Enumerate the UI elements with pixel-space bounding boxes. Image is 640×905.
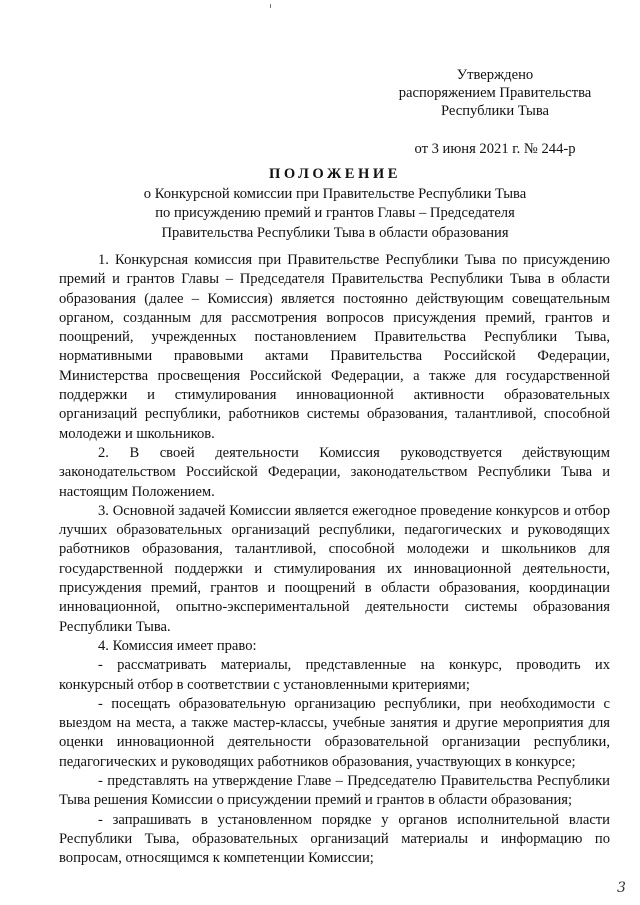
document-body — [59, 251, 610, 869]
approval-stamp — [380, 66, 610, 158]
document-subtitle-2: по присуждению премий и грантов Главы – Председателя — [155, 205, 515, 221]
document-title-block — [60, 165, 610, 243]
paragraph-3: 3. Основной задачей Комиссии является ежегодное проведение конкурсов и отбор лучших образовательных организаций республики, педагогических и руководящих работников образования, талантливой, способной молодежи и школьников для государственной поддержки и стимулирования их инновационной деятельности, присуждения премий, грантов и поощрений в области образования, координации инновационной, опытно-экспериментальной деятельности системы образования Республики Тыва. — [59, 502, 610, 635]
document-title: ПОЛОЖЕНИЕ — [269, 166, 401, 182]
paragraph-1: 1. Конкурсная комиссия при Правительстве Республики Тыва по присуждению премий и грантов Главы – Председателя Правительства Республики Тыва в области образования (далее – Комиссия) является постоянно действующим совещательным органом, созданным для рассмотрения вопросов присуждения премий, грантов и поощрений, учрежденных постановлением Правительства Республики Тыва, нормативными правовыми актами Правительства Российской Федерации, Министерства просвещения Российской Федерации, а также для государственной поддержки и стимулирования инновационной активности образовательных организаций республики, работников системы образования, талантливой, способной молодежи и школьников. — [59, 252, 610, 442]
approval-line-2: распоряжением Правительства — [398, 85, 592, 101]
scan-mark — [270, 4, 271, 8]
paragraph-4: 4. Комиссия имеет право: — [98, 637, 257, 654]
document-subtitle-1: о Конкурсной комиссии при Правительстве Республики Тыва — [143, 185, 527, 202]
approval-line-1: Утверждено — [456, 67, 534, 83]
approval-date: от 3 июня 2021 г. № 244-р — [414, 141, 576, 157]
paragraph-2: 2. В своей деятельности Комиссия руководствуется действующим законодательством Российской Федерации, законодательством Республики Тыва и настоящим Положением. — [59, 444, 610, 500]
list-item: - рассматривать материалы, представленные на конкурс, проводить их конкурсный отбор в соответствии с установленными критериями; — [59, 657, 610, 693]
approval-line-3: Республики Тыва — [440, 103, 550, 119]
page-number: 3 — [617, 880, 626, 896]
list-item: - представлять на утверждение Главе – Председателю Правительства Республики Тыва решения Комиссии о присуждении премий и грантов в области образования; — [59, 773, 610, 809]
document-subtitle-3: Правительства Республики Тыва в области образования — [161, 224, 509, 241]
list-item: - посещать образовательную организацию республики, при необходимости с выездом на места, а также мастер-классы, учебные занятия и другие мероприятия для оценки инновационной деятельности образовательной организации республики, педагогических и руководящих работников образования, участвующих в конкурсе; — [59, 695, 610, 770]
list-item: - запрашивать в установленном порядке у органов исполнительной власти Республики Тыва, образовательных организаций материалы и информацию по вопросам, относящимся к компетенции Комиссии; — [59, 811, 610, 867]
